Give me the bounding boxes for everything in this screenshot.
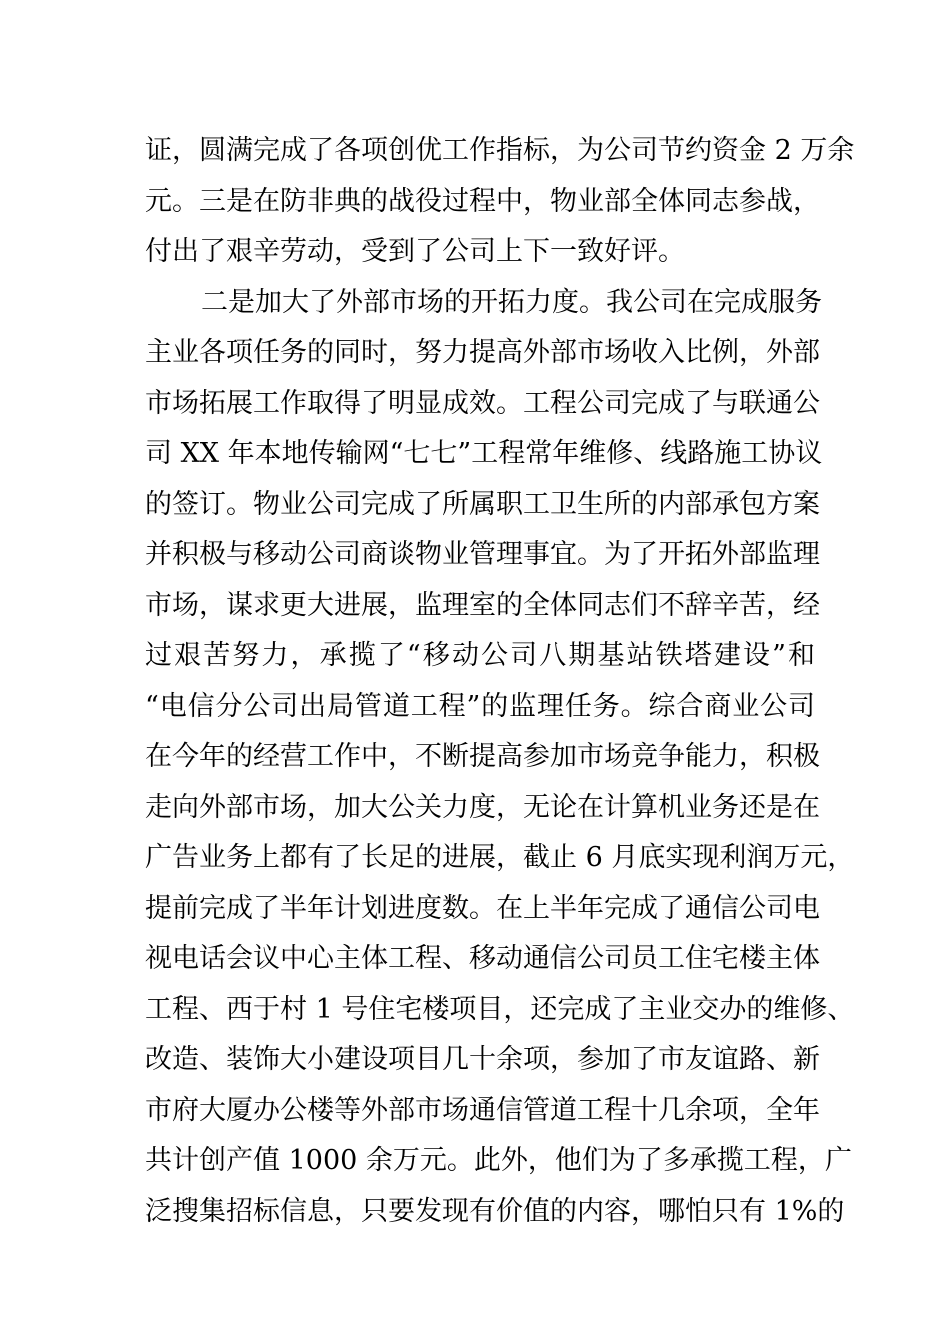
text-line: 市府大厦办公楼等外部市场通信管道工程十几余项，全年 — [145, 1094, 820, 1126]
text-line: 走向外部市场，加大公关力度，无论在计算机业务还是在 — [145, 791, 820, 823]
text-line: 视电话会议中心主体工程、移动通信公司员工住宅楼主体 — [145, 943, 820, 974]
text-line: 并积极与移动公司商谈物业管理事宜。为了开拓外部监理 — [145, 539, 820, 570]
text-line: 证，圆满完成了各项创优工作指标，为公司节约资金 2 万余 — [145, 135, 855, 166]
text-line: 在今年的经营工作中，不断提高参加市场竞争能力，积极 — [145, 741, 820, 772]
body-text — [145, 126, 855, 1237]
text-line: 元。三是在防非典的战役过程中，物业部全体同志参战， — [145, 185, 820, 217]
text-line: 泛搜集招标信息，只要发现有价值的内容，哪怕只有 1%的 — [145, 1195, 845, 1227]
text-line: 共计创产值 1000 余万元。此外，他们为了多承揽工程，广 — [145, 1145, 852, 1176]
text-line: 市场拓展工作取得了明显成效。工程公司完成了与联通公 — [145, 387, 820, 419]
text-line: 市场，谋求更大进展，监理室的全体同志们不辞辛苦，经 — [145, 589, 820, 621]
text-line: 提前完成了半年计划进度数。在上半年完成了通信公司电 — [145, 892, 820, 924]
text-line: 工程、西于村 1 号住宅楼项目，还完成了主业交办的维修、 — [145, 993, 855, 1025]
text-line: 的签订。物业公司完成了所属职工卫生所的内部承包方案 — [145, 488, 820, 520]
text-line: 过艰苦努力，承揽了“移动公司八期基站铁塔建设”和 — [145, 640, 815, 671]
text-line: “电信分公司出局管道工程”的监理任务。综合商业公司 — [145, 690, 815, 722]
text-line: 广告业务上都有了长足的进展，截止 6 月底实现利润万元， — [145, 842, 855, 873]
text-line: 司 XX 年本地传输网“七七”工程常年维修、线路施工协议 — [145, 438, 823, 469]
paragraph-end-line: 付出了艰辛劳动，受到了公司上下一致好评。 — [145, 236, 685, 267]
text-line: 改造、装饰大小建设项目几十余项，参加了市友谊路、新 — [145, 1044, 820, 1075]
text-line: 主业各项任务的同时，努力提高外部市场收入比例，外部 — [145, 337, 820, 368]
paragraph-start-line: 二是加大了外部市场的开拓力度。我公司在完成服务 — [201, 286, 822, 318]
